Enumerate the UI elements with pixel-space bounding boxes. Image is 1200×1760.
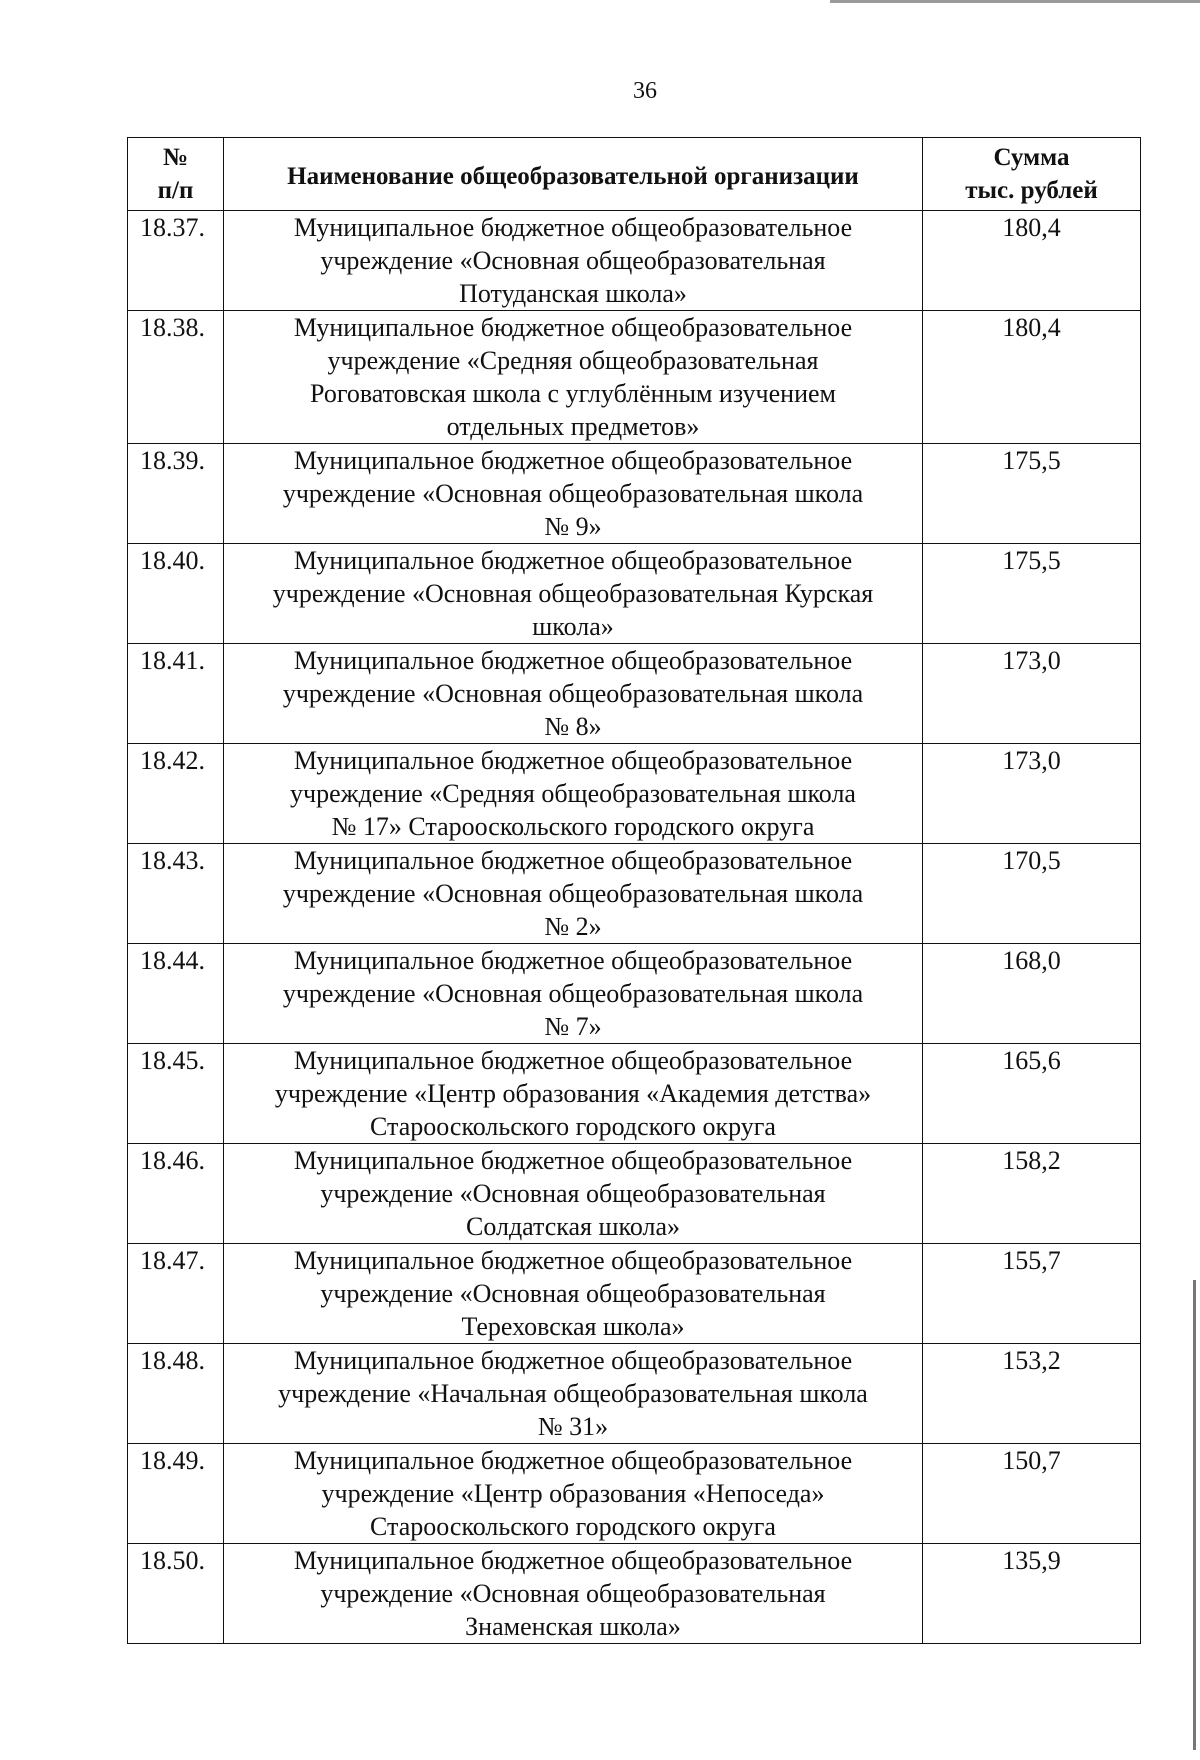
amount-value: 165,6	[923, 1044, 1141, 1144]
organization-name-line: учреждение «Средняя общеобразовательная школа	[290, 779, 856, 808]
organization-name-line: Муниципальное бюджетное общеобразовательное	[293, 1146, 853, 1175]
header-name: Наименование общеобразовательной организации	[224, 138, 923, 211]
organization-name	[224, 644, 923, 744]
organization-name-line: Муниципальное бюджетное общеобразовательное	[293, 646, 853, 675]
organization-name-line: Потуданская школа»	[459, 279, 687, 308]
row-number: 18.46.	[128, 1144, 224, 1244]
amount-value: 173,0	[923, 644, 1141, 744]
amount-value: 168,0	[923, 944, 1141, 1044]
row-number: 18.45.	[128, 1044, 224, 1144]
page-number: 36	[633, 78, 657, 104]
organization-name-line: Муниципальное бюджетное общеобразовательное	[293, 1246, 853, 1275]
scan-top-rule	[830, 0, 1200, 3]
organization-name	[224, 1544, 923, 1644]
row-number: 18.38.	[128, 311, 224, 444]
organization-name-line: учреждение «Центр образования «Непоседа»	[321, 1479, 825, 1508]
organization-name-line: учреждение «Основная общеобразовательная школа	[282, 479, 864, 508]
organization-name	[224, 1444, 923, 1544]
organization-name-line: Солдатская школа»	[465, 1212, 681, 1241]
row-number: 18.48.	[128, 1344, 224, 1444]
organization-name-line: Муниципальное бюджетное общеобразовательное	[293, 746, 853, 775]
organization-name-line: Муниципальное бюджетное общеобразовательное	[293, 1446, 853, 1475]
header-number-line2: п/п	[157, 177, 194, 204]
organization-name-line: школа»	[532, 612, 614, 641]
organization-name-line: Тереховская школа»	[461, 1312, 685, 1341]
row-number: 18.41.	[128, 644, 224, 744]
organization-name-line: № 17» Старооскольского городского округа	[331, 812, 815, 841]
organization-name-line: Старооскольского городского округа	[370, 1112, 776, 1141]
table-row	[128, 1444, 1141, 1544]
organization-name	[224, 844, 923, 944]
table-row	[128, 744, 1141, 844]
organization-name-line: Роговатовская школа с углублённым изучением	[310, 379, 836, 408]
table-row	[128, 944, 1141, 1044]
row-number: 18.43.	[128, 844, 224, 944]
row-number: 18.39.	[128, 444, 224, 544]
amount-value: 155,7	[923, 1244, 1141, 1344]
organization-name	[224, 211, 923, 311]
organization-name-line: Муниципальное бюджетное общеобразовательное	[293, 446, 853, 475]
row-number: 18.37.	[128, 211, 224, 311]
table-row	[128, 211, 1141, 311]
organization-name	[224, 311, 923, 444]
table-body	[128, 211, 1141, 1644]
table-row	[128, 311, 1141, 444]
organization-name-line: учреждение «Начальная общеобразовательная школа	[278, 1379, 868, 1408]
row-number: 18.40.	[128, 544, 224, 644]
organization-name-line: учреждение «Средняя общеобразовательная	[327, 346, 819, 375]
organization-name-line: Муниципальное бюджетное общеобразовательное	[293, 1346, 853, 1375]
amount-value: 175,5	[923, 444, 1141, 544]
amount-value: 180,4	[923, 311, 1141, 444]
organization-name	[224, 1344, 923, 1444]
organization-name-line: Муниципальное бюджетное общеобразовательное	[293, 946, 853, 975]
organization-name-line: учреждение «Центр образования «Академия детства»	[274, 1079, 872, 1108]
organization-name-line: отдельных предметов»	[446, 412, 700, 441]
header-sum-line2: тыс. рублей	[965, 177, 1098, 204]
organization-name-line: № 8»	[544, 712, 602, 741]
table-row	[128, 444, 1141, 544]
organization-name-line: учреждение «Основная общеобразовательная	[320, 1579, 826, 1608]
organization-name	[224, 1044, 923, 1144]
organization-name-line: № 2»	[544, 912, 602, 941]
organization-name-line: Знаменская школа»	[465, 1612, 681, 1641]
table-row	[128, 1244, 1141, 1344]
amount-value: 180,4	[923, 211, 1141, 311]
amount-value: 150,7	[923, 1444, 1141, 1544]
table-row	[128, 1344, 1141, 1444]
organization-name-line: № 9»	[544, 512, 602, 541]
scan-right-edge	[1193, 1280, 1196, 1750]
organization-name-line: Муниципальное бюджетное общеобразовательное	[293, 846, 853, 875]
header-sum-line1: Сумма	[993, 144, 1070, 171]
organization-name-line: учреждение «Основная общеобразовательная Курская	[272, 579, 874, 608]
organization-name-line: учреждение «Основная общеобразовательная школа	[282, 879, 864, 908]
organization-name	[224, 1244, 923, 1344]
table-row	[128, 1044, 1141, 1144]
amount-value: 153,2	[923, 1344, 1141, 1444]
organization-name	[224, 444, 923, 544]
header-number-line1: №	[162, 144, 189, 171]
organization-name	[224, 744, 923, 844]
organization-name-line: Муниципальное бюджетное общеобразовательное	[293, 213, 853, 242]
amount-value: 135,9	[923, 1544, 1141, 1644]
row-number: 18.47.	[128, 1244, 224, 1344]
organization-name	[224, 1144, 923, 1244]
table-row	[128, 1544, 1141, 1644]
amount-value: 173,0	[923, 744, 1141, 844]
table-header	[128, 138, 1141, 211]
organization-name-line: Муниципальное бюджетное общеобразовательное	[293, 546, 853, 575]
organization-name-line: Муниципальное бюджетное общеобразовательное	[293, 1546, 853, 1575]
organization-name-line: Старооскольского городского округа	[370, 1512, 776, 1541]
table-row	[128, 644, 1141, 744]
row-number: 18.42.	[128, 744, 224, 844]
organization-name-line: учреждение «Основная общеобразовательная	[320, 1179, 826, 1208]
organization-name-line: учреждение «Основная общеобразовательная школа	[282, 979, 864, 1008]
table-row	[128, 1144, 1141, 1244]
header-number	[128, 138, 224, 211]
organization-name-line: № 31»	[537, 1412, 609, 1441]
amount-value: 158,2	[923, 1144, 1141, 1244]
row-number: 18.44.	[128, 944, 224, 1044]
organization-name-line: учреждение «Основная общеобразовательная	[320, 1279, 826, 1308]
organization-name-line: Муниципальное бюджетное общеобразовательное	[293, 313, 853, 342]
organization-name	[224, 944, 923, 1044]
table-row	[128, 544, 1141, 644]
organization-name-line: учреждение «Основная общеобразовательная школа	[282, 679, 864, 708]
row-number: 18.50.	[128, 1544, 224, 1644]
organization-name	[224, 544, 923, 644]
organization-name-line: учреждение «Основная общеобразовательная	[320, 246, 826, 275]
allocation-table	[127, 137, 1141, 1644]
header-sum	[923, 138, 1141, 211]
amount-value: 175,5	[923, 544, 1141, 644]
table-row	[128, 844, 1141, 944]
organization-name-line: Муниципальное бюджетное общеобразовательное	[293, 1046, 853, 1075]
organization-name-line: № 7»	[544, 1012, 602, 1041]
amount-value: 170,5	[923, 844, 1141, 944]
row-number: 18.49.	[128, 1444, 224, 1544]
